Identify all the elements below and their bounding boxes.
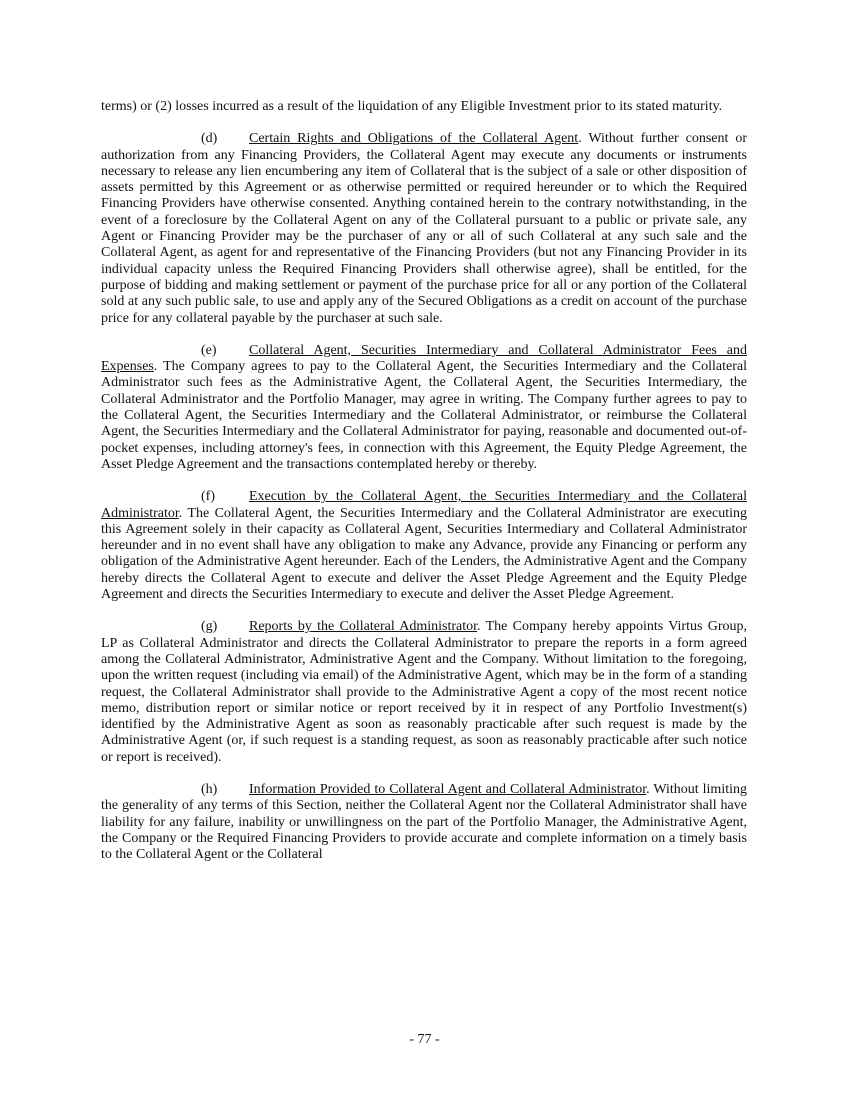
paragraph-label: (g) xyxy=(201,619,218,635)
paragraph-label: (d) xyxy=(201,131,218,147)
paragraph-heading: Information Provided to Collateral Agent and Collateral Administrator xyxy=(249,781,647,797)
paragraph-label: (e) xyxy=(201,342,217,358)
paragraph-heading: Certain Rights and Obligations of the Collateral Agent xyxy=(249,131,579,147)
paragraph-label: (h) xyxy=(201,781,218,797)
paragraph-text: . Without further consent or authorization from any Financing Providers, the Collateral Agent may execute any documents or instruments necessary to release any lien encumbering any item of Collateral that is the subject of a sale or other disposition of assets permitted by this Agreement or as otherwise permitted or required hereunder or to which the Required Financing Providers have otherwise consented. Anything contained herein to the contrary notwithstanding, in the event of a foreclosure by the Collateral Agent on any of the Collateral pursuant to a public or private sale, any Agent or Financing Provider may be the purchaser of any or all of such Collateral at any such sale and the Collateral Agent, as agent for and representative of the Financing Providers (but not any Financing Provider in its individual capacity unless the Required Financing Providers shall otherwise agree), shall be entitled, for the purpose of bidding and making settlement or payment of the purchase price for all or any portion of the Collateral sold at any such public sale, to use and apply any of the Secured Obligations as a credit on account of the purchase price for any collateral payable by the purchaser at such sale. xyxy=(101,131,747,326)
paragraph-g xyxy=(101,619,747,766)
paragraph-e xyxy=(101,343,747,473)
paragraph-label: (f) xyxy=(201,489,215,505)
page-number: - 77 - xyxy=(409,1032,440,1047)
paragraph-text: . The Collateral Agent, the Securities Intermediary and the Collateral Administrator are executing this Agreement solely in their capacity as Collateral Agent, Securities Intermediary and Collateral Administrator hereunder and in no event shall have any obligation to make any Advance, provide any Financing or perform any obligation of the Administrative Agent hereunder. Each of the Lenders, the Administrative Agent and the Company hereby directs the Collateral Agent to execute and deliver the Asset Pledge Agreement and the Equity Pledge Agreement and directs the Securities Intermediary to execute and deliver the Asset Pledge Agreement. xyxy=(101,505,747,603)
document-body xyxy=(101,99,747,879)
paragraph-text: . Without limiting the generality of any terms of this Section, neither the Collateral Agent nor the Collateral Administrator shall have liability for any failure, inability or unwillingness on the part of the Portfolio Manager, the Administrative Agent, the Company or the Required Financing Providers to provide accurate and complete information on a timely basis to the Collateral Agent or the Collateral xyxy=(101,781,747,863)
paragraph-h xyxy=(101,782,747,863)
paragraph-text: terms) or (2) losses incurred as a result of the liquidation of any Eligible Investment prior to its stated maturity. xyxy=(101,99,723,114)
paragraph-d xyxy=(101,131,747,327)
paragraph-heading: Reports by the Collateral Administrator xyxy=(249,619,478,635)
paragraph-text: . The Company agrees to pay to the Collateral Agent, the Securities Intermediary and the Collateral Administrator such fees as the Administrative Agent, the Collateral Agent, the Securities Intermediary, the Collateral Administrator and the Portfolio Manager, may agree in writing. The Company further agrees to pay to the Collateral Agent, the Securities Intermediary and the Collateral Administrator, or reimburse the Collateral Agent, the Securities Intermediary and the Collateral Administrator for paying, reasonable and documented out-of-pocket expenses, including attorney's fees, in connection with this Agreement, the Equity Pledge Agreement, the Asset Pledge Agreement and the transactions contemplated hereby or thereby. xyxy=(101,359,747,472)
paragraph-continuation xyxy=(101,99,747,115)
paragraph-f xyxy=(101,489,747,603)
paragraph-text: . The Company hereby appoints Virtus Group, LP as Collateral Administrator and directs the Collateral Administrator to prepare the reports in a form agreed among the Collateral Administrator, Administrative Agent and the Company. Without limitation to the foregoing, upon the written request (including via email) of the Administrative Agent, which may be in the form of a standing request, the Collateral Administrator shall provide to the Administrative Agent a copy of the most recent notice memo, distribution report or similar notice or report received by it in respect of any Portfolio Investment(s) identified by the Administrative Agent as soon as reasonably practicable after such request is made by the Administrative Agent (or, if such request is a standing request, as soon as reasonably practicable after such notice or report is received). xyxy=(101,619,747,765)
paragraph-heading: Execution by the Collateral Agent, the Securities Intermediary and the Collateral Administrator xyxy=(101,489,747,521)
paragraph-heading: Collateral Agent, Securities Intermediary and Collateral Administrator Fees and Expenses xyxy=(101,342,747,375)
